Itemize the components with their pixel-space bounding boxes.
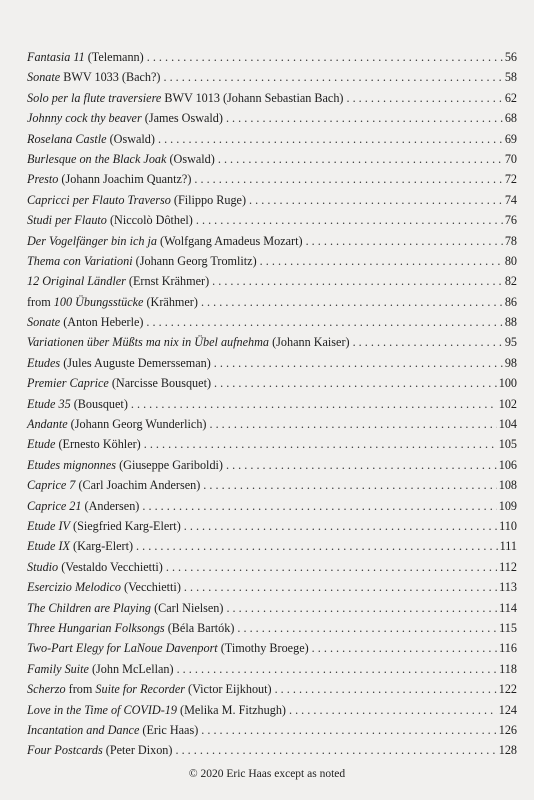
page-number: 124 xyxy=(498,702,517,717)
dot-leader xyxy=(194,169,502,189)
composer-name: (Vecchietti) xyxy=(120,580,181,595)
composer-name: (Oswald) xyxy=(166,151,215,166)
composer-name: (Victor Eijkhout) xyxy=(184,682,272,697)
toc-entry xyxy=(27,496,517,516)
page-number: 80 xyxy=(504,253,517,268)
toc-entry xyxy=(27,577,517,597)
page-number: 115 xyxy=(499,620,517,635)
composer-name: (Carl Joachim Andersen) xyxy=(75,478,201,493)
toc-entry xyxy=(27,251,517,271)
work-title: Variationen über Müßts ma nix in Übel aufnehma xyxy=(27,335,270,350)
toc-entry xyxy=(27,129,517,149)
work-title: Esercizio Melodico xyxy=(27,580,121,595)
toc-entry xyxy=(27,271,517,291)
toc-entry xyxy=(27,190,517,210)
work-title: Family Suite xyxy=(27,661,89,676)
work-title: Love in the Time of COVID-19 xyxy=(27,702,177,717)
composer-name: (Niccolò Dôthel) xyxy=(106,213,193,228)
composer-name: (Anton Heberle) xyxy=(60,315,144,330)
toc-entry-title xyxy=(27,169,191,189)
page-number: 88 xyxy=(504,315,517,330)
toc-entry-title xyxy=(27,67,160,87)
page-number: 86 xyxy=(504,294,517,309)
toc-entry-title xyxy=(27,618,234,638)
toc-entry-title xyxy=(27,88,343,108)
composer-name: (Oswald) xyxy=(106,131,155,146)
toc-entry xyxy=(27,638,517,658)
work-title: Three Hungarian Folksongs xyxy=(27,620,165,635)
work-title: The Children are Playing xyxy=(27,600,152,615)
toc-entry xyxy=(27,659,517,679)
composer-name: (Ernst Krähmer) xyxy=(125,274,210,289)
toc-entry xyxy=(27,679,517,699)
toc-entry-title xyxy=(27,373,211,393)
page-number: 126 xyxy=(498,722,517,737)
work-title: Four Postcards xyxy=(27,743,103,758)
dot-leader xyxy=(226,108,503,128)
copyright-notice: © 2020 Eric Haas except as noted xyxy=(188,768,346,780)
composer-name: (Melika M. Fitzhugh) xyxy=(176,702,286,717)
composer-name: (Carl Nielsen) xyxy=(151,600,224,615)
work-title: Premier Caprice xyxy=(27,376,109,391)
page-number: 78 xyxy=(504,233,517,248)
composer-name: (Giuseppe Gariboldi) xyxy=(116,457,223,472)
toc-entry-title xyxy=(27,271,209,291)
page-number: 111 xyxy=(499,539,517,554)
dot-leader xyxy=(289,700,497,720)
toc-entry-title xyxy=(27,577,181,597)
page-number: 122 xyxy=(498,682,517,697)
toc-entry-title xyxy=(27,455,223,475)
toc-entry xyxy=(27,740,517,760)
work-title-secondary: 100 Übungsstücke xyxy=(53,294,144,309)
toc-entry-title xyxy=(27,47,144,67)
page-number: 114 xyxy=(499,600,517,615)
dot-leader xyxy=(306,231,503,251)
page-number: 68 xyxy=(504,111,517,126)
dot-leader xyxy=(196,210,503,230)
dot-leader xyxy=(212,271,503,291)
work-title: Etude IX xyxy=(27,539,70,554)
page-number: 102 xyxy=(498,396,517,411)
page-number: 128 xyxy=(498,743,517,758)
dot-leader xyxy=(142,496,496,516)
dot-leader xyxy=(184,577,497,597)
dot-leader xyxy=(353,332,503,352)
toc-entry-title xyxy=(27,679,272,699)
toc-entry-title xyxy=(27,475,200,495)
toc-entry-title xyxy=(27,516,181,536)
work-title: Der Vogelfänger bin ich ja xyxy=(27,233,157,248)
dot-leader xyxy=(136,536,498,556)
connector-text: from xyxy=(65,682,96,697)
toc-entry-title xyxy=(27,251,257,271)
dot-leader xyxy=(147,47,503,67)
work-title: Capricci per Flauto Traverso xyxy=(27,192,171,207)
dot-leader xyxy=(214,353,503,373)
toc-entry-title xyxy=(27,557,163,577)
dot-leader xyxy=(260,251,503,271)
composer-name: (Johann Georg Tromlitz) xyxy=(132,253,257,268)
page-number: 95 xyxy=(504,335,517,350)
dot-leader xyxy=(312,638,497,658)
toc-entry xyxy=(27,557,517,577)
dot-leader xyxy=(346,88,502,108)
toc-entry-title xyxy=(27,332,350,352)
dot-leader xyxy=(209,414,496,434)
toc-entry xyxy=(27,210,517,230)
toc-entry-title xyxy=(27,700,286,720)
toc-entry-title xyxy=(27,496,139,516)
work-title: Studi per Flauto xyxy=(27,213,107,228)
work-title: Andante xyxy=(27,417,68,432)
work-title: Studio xyxy=(27,559,59,574)
toc-entry-title xyxy=(27,149,215,169)
composer-name: (Krähmer) xyxy=(143,294,198,309)
composer-name: (Johann Kaiser) xyxy=(269,335,350,350)
toc-entry xyxy=(27,292,517,312)
toc-entry xyxy=(27,108,517,128)
connector-text: BWV 1013 (Johann Sebastian Bach) xyxy=(161,90,344,105)
toc-entry xyxy=(27,332,517,352)
page-number: 109 xyxy=(498,498,517,513)
toc-entry-title xyxy=(27,740,172,760)
page-number: 110 xyxy=(499,518,517,533)
toc-entry xyxy=(27,231,517,251)
work-title: Caprice 7 xyxy=(27,478,76,493)
work-title: Etude xyxy=(27,437,56,452)
toc-entry-title xyxy=(27,598,223,618)
page-number: 70 xyxy=(504,151,517,166)
dot-leader xyxy=(158,129,503,149)
toc-entry xyxy=(27,455,517,475)
work-title: Etude IV xyxy=(27,518,70,533)
page-number: 56 xyxy=(504,50,517,64)
composer-name: (John McLellan) xyxy=(88,661,174,676)
toc-entry xyxy=(27,169,517,189)
page-number: 76 xyxy=(504,213,517,228)
toc-entry-title xyxy=(27,353,211,373)
toc-entry-title xyxy=(27,231,303,251)
connector-text: BWV 1033 (Bach?) xyxy=(60,70,161,85)
toc-entry xyxy=(27,414,517,434)
composer-name: (Filippo Ruge) xyxy=(170,192,247,207)
toc-entry xyxy=(27,475,517,495)
dot-leader xyxy=(146,312,502,332)
dot-leader xyxy=(201,720,496,740)
page-number: 72 xyxy=(504,172,517,187)
composer-name: (Peter Dixon) xyxy=(102,743,173,758)
composer-name: (Andersen) xyxy=(81,498,140,513)
work-title: Sonate xyxy=(27,70,61,85)
composer-name: (Bousquet) xyxy=(70,396,128,411)
toc-entry xyxy=(27,434,517,454)
page-number: 69 xyxy=(504,131,517,146)
dot-leader xyxy=(131,394,497,414)
toc-entry xyxy=(27,700,517,720)
work-title: 12 Original Ländler xyxy=(27,274,126,289)
toc-entry-title xyxy=(27,659,174,679)
composer-name: (Johann Georg Wunderlich) xyxy=(67,417,207,432)
dot-leader xyxy=(175,740,496,760)
toc-entry xyxy=(27,149,517,169)
dot-leader xyxy=(177,659,498,679)
page-number: 74 xyxy=(504,192,517,207)
composer-name: (Béla Bartók) xyxy=(164,620,235,635)
page-number: 105 xyxy=(498,437,517,452)
work-title: Burlesque on the Black Joak xyxy=(27,151,167,166)
dot-leader xyxy=(201,292,503,312)
page-number: 82 xyxy=(504,274,517,289)
page-number: 112 xyxy=(499,559,517,574)
dot-leader xyxy=(275,679,497,699)
work-title: Etude 35 xyxy=(27,396,71,411)
work-title: Roselana Castle xyxy=(27,131,107,146)
dot-leader xyxy=(144,434,497,454)
toc-entry-title xyxy=(27,394,128,414)
toc-entry xyxy=(27,373,517,393)
dot-leader xyxy=(237,618,497,638)
composer-name: (Timothy Broege) xyxy=(217,641,309,656)
composer-name: (Karg-Elert) xyxy=(69,539,134,554)
toc-entry xyxy=(27,536,517,556)
dot-leader xyxy=(226,598,497,618)
dot-leader xyxy=(184,516,497,536)
toc-entry xyxy=(27,516,517,536)
page-number: 108 xyxy=(498,478,517,493)
toc-entry xyxy=(27,618,517,638)
composer-name: (Telemann) xyxy=(84,50,144,64)
toc-entry-title xyxy=(27,210,193,230)
table-of-contents xyxy=(27,47,517,761)
composer-name: (Wolfgang Amadeus Mozart) xyxy=(156,233,303,248)
composer-name: (Eric Haas) xyxy=(139,722,199,737)
page-number: 113 xyxy=(499,580,517,595)
toc-entry-title xyxy=(27,108,223,128)
toc-entry xyxy=(27,598,517,618)
dot-leader xyxy=(166,557,497,577)
dot-leader xyxy=(203,475,496,495)
work-title: Two-Part Elegy for LaNoue Davenport xyxy=(27,641,218,656)
page-number: 100 xyxy=(498,376,517,391)
page-number: 58 xyxy=(504,70,517,85)
toc-entry-title xyxy=(27,312,143,332)
work-title: Presto xyxy=(27,172,59,187)
toc-entry-title xyxy=(27,292,198,312)
toc-entry xyxy=(27,312,517,332)
work-title-secondary: Suite for Recorder xyxy=(95,682,185,697)
composer-name: (Ernesto Köhler) xyxy=(55,437,141,452)
dot-leader xyxy=(218,149,503,169)
dot-leader xyxy=(214,373,497,393)
toc-entry-title xyxy=(27,720,198,740)
page-number: 104 xyxy=(498,417,517,432)
composer-name: (James Oswald) xyxy=(141,111,223,126)
work-title: Incantation and Dance xyxy=(27,722,140,737)
toc-entry-title xyxy=(27,129,155,149)
composer-name: (Narcisse Bousquet) xyxy=(108,376,212,391)
toc-entry xyxy=(27,47,517,67)
page-number: 116 xyxy=(499,641,517,656)
toc-entry xyxy=(27,353,517,373)
composer-name: (Jules Auguste Demersseman) xyxy=(60,355,211,370)
toc-entry xyxy=(27,88,517,108)
toc-entry-title xyxy=(27,638,309,658)
toc-entry-title xyxy=(27,414,206,434)
connector-text: from xyxy=(27,294,54,309)
dot-leader xyxy=(163,67,502,87)
work-title: Etudes mignonnes xyxy=(27,457,117,472)
page-number: 106 xyxy=(498,457,517,472)
toc-entry xyxy=(27,67,517,87)
work-title: Solo per la flute traversiere xyxy=(27,90,162,105)
toc-entry-title xyxy=(27,434,141,454)
toc-entry-title xyxy=(27,536,133,556)
dot-leader xyxy=(249,190,503,210)
work-title: Sonate xyxy=(27,315,61,330)
composer-name: (Johann Joachim Quantz?) xyxy=(58,172,192,187)
work-title: Etudes xyxy=(27,355,61,370)
work-title: Caprice 21 xyxy=(27,498,82,513)
page-number: 98 xyxy=(504,355,517,370)
composer-name: (Vestaldo Vecchietti) xyxy=(58,559,163,574)
page-number: 62 xyxy=(504,90,517,105)
work-title: Thema con Variationi xyxy=(27,253,133,268)
page-number: 118 xyxy=(499,661,517,676)
dot-leader xyxy=(226,455,497,475)
work-title: Scherzo xyxy=(27,682,66,697)
work-title: Fantasia 11 xyxy=(27,50,85,64)
toc-entry xyxy=(27,720,517,740)
toc-entry-title xyxy=(27,190,246,210)
composer-name: (Siegfried Karg-Elert) xyxy=(69,518,181,533)
toc-entry xyxy=(27,394,517,414)
work-title: Johnny cock thy beaver xyxy=(27,111,142,126)
